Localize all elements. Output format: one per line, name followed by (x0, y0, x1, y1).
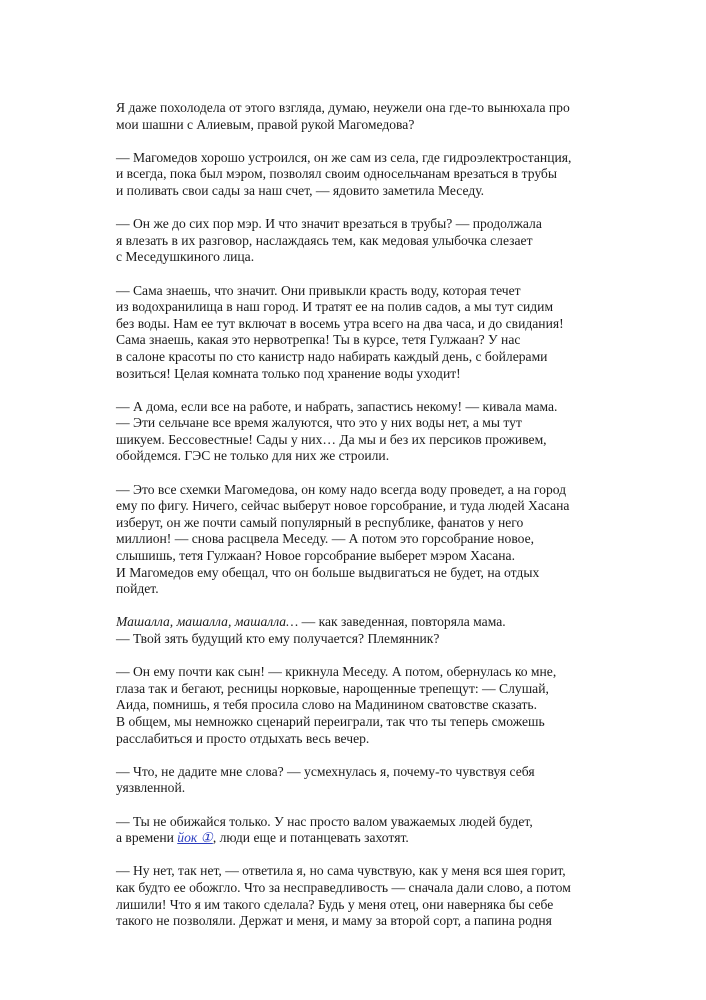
text-line: лишили! Что я им такого сделала? Будь у меня отец, они наверняка бы себе (116, 896, 554, 912)
text-line: Я даже похолодела от этого взгляда, думаю, неужели она где-то вынюхала про (116, 100, 570, 115)
text-line: миллион! — снова расцвела Меседу. — А потом это горсобрание новое, (116, 531, 535, 547)
text-line: такого не позволяли. Держат и меня, и маму за второй сорт, а папина родня (116, 913, 552, 929)
text-line: слышишь, тетя Гулжаан? Новое горсобрание выберет мэром Хасана. (116, 548, 515, 564)
text-line: ему по фигу. Ничего, сейчас выберут новое горсобрание, и туда людей Хасана (116, 498, 570, 514)
text-line: и всегда, пока был мэром, позволял своим односельчанам врезаться в трубы (116, 166, 557, 182)
italic-phrase: Машалла, машалла, машалла… (116, 614, 299, 630)
footnote-link[interactable]: йок ① (177, 830, 213, 846)
text-line: расслабиться и просто отдыхать весь вечер. (116, 730, 370, 746)
paragraph-11 (116, 863, 596, 929)
text-line: Сама знаешь, какая это нервотрепка! Ты в курсе, тетя Гулжаан? У нас (116, 332, 521, 348)
text-line: — Эти сельчане все время жалуются, что это у них воды нет, а мы тут (116, 415, 522, 431)
text-line: В общем, мы немножко сценарий переиграли, так что ты теперь сможешь (116, 713, 545, 729)
paragraph-4 (116, 283, 596, 383)
text-line: — Сама знаешь, что значит. Они привыкли красть воду, которая течет (116, 282, 521, 298)
paragraph-7 (116, 614, 596, 647)
text-line: из водохранилища в наш город. И тратят ее на полив садов, а мы тут сидим (116, 299, 554, 315)
text-line: пойдет. (116, 581, 159, 597)
text-line (116, 830, 596, 847)
text-run: а времени (116, 830, 178, 846)
paragraph-10 (116, 814, 596, 847)
text-line: — Магомедов хорошо устроился, он же сам из села, где гидроэлектростанция, (116, 149, 572, 165)
text-line: обойдемся. ГЭС не только для них же строили. (116, 448, 390, 464)
text-line: глаза так и бегают, ресницы норковые, нарощенные трепещут: — Слушай, (116, 680, 549, 696)
text-line: — Ну нет, так нет, — ответила я, но сама чувствую, как у меня вся шея горит, (116, 863, 566, 879)
text-line: — Это все схемки Магомедова, он кому надо всегда воду проведет, а на город (116, 481, 567, 497)
text-line: без воды. Нам ее тут включат в восемь утра всего на два часа, и до свидания! (116, 315, 564, 331)
text-line: изберут, он же почти самый популярный в республике, фанатов у него (116, 514, 524, 530)
paragraph-5 (116, 399, 596, 465)
paragraph-8 (116, 664, 596, 747)
paragraph-6 (116, 482, 596, 598)
paragraph-1 (116, 100, 596, 133)
document-page (116, 100, 596, 946)
text-line: И Магомедов ему обещал, что он больше выдвигаться не будет, на отдых (116, 564, 540, 580)
text-line: мои шашни с Алиевым, правой рукой Магомедова? (116, 116, 415, 132)
text-run: — как заведенная, повторяла мама. (298, 614, 506, 630)
text-line: и поливать свои сады за наш счет, — ядовито заметила Меседу. (116, 182, 485, 198)
paragraph-2 (116, 150, 596, 200)
text-line: я влезать в их разговор, наслаждаясь тем, как медовая улыбочка слезает (116, 232, 533, 248)
text-line: возиться! Целая комната только под хранение воды уходит! (116, 365, 461, 381)
text-line (116, 614, 596, 631)
text-line: Аида, помнишь, я тебя просила слово на Мадинином сватовстве сказать. (116, 697, 538, 713)
text-line: как будто ее обожгло. Что за несправедливость — сначала дали слово, а потом (116, 879, 571, 895)
text-line: — Твой зять будущий кто ему получается? Племянник? (116, 631, 440, 646)
text-line: с Меседушкиного лица. (116, 249, 255, 265)
text-line: — Он же до сих пор мэр. И что значит врезаться в трубы? — продолжала (116, 216, 542, 232)
text-line: шикуем. Бессовестные! Сады у них… Да мы и без их персиков проживем, (116, 431, 547, 447)
paragraph-9 (116, 764, 596, 797)
text-line: — Ты не обижайся только. У нас просто валом уважаемых людей будет, (116, 813, 533, 829)
text-line: в салоне красоты по сто канистр надо набирать каждый день, с бойлерами (116, 348, 548, 364)
text-run: , люди еще и потанцевать захотят. (212, 830, 409, 846)
text-line: уязвленной. (116, 780, 186, 796)
paragraph-3 (116, 216, 596, 266)
text-line: — Он ему почти как сын! — крикнула Меседу. А потом, обернулась ко мне, (116, 664, 557, 680)
text-line: — Что, не дадите мне слова? — усмехнулась я, почему-то чувствуя себя (116, 763, 535, 779)
text-line: — А дома, если все на работе, и набрать, запастись некому! — кивала мама. (116, 398, 558, 414)
